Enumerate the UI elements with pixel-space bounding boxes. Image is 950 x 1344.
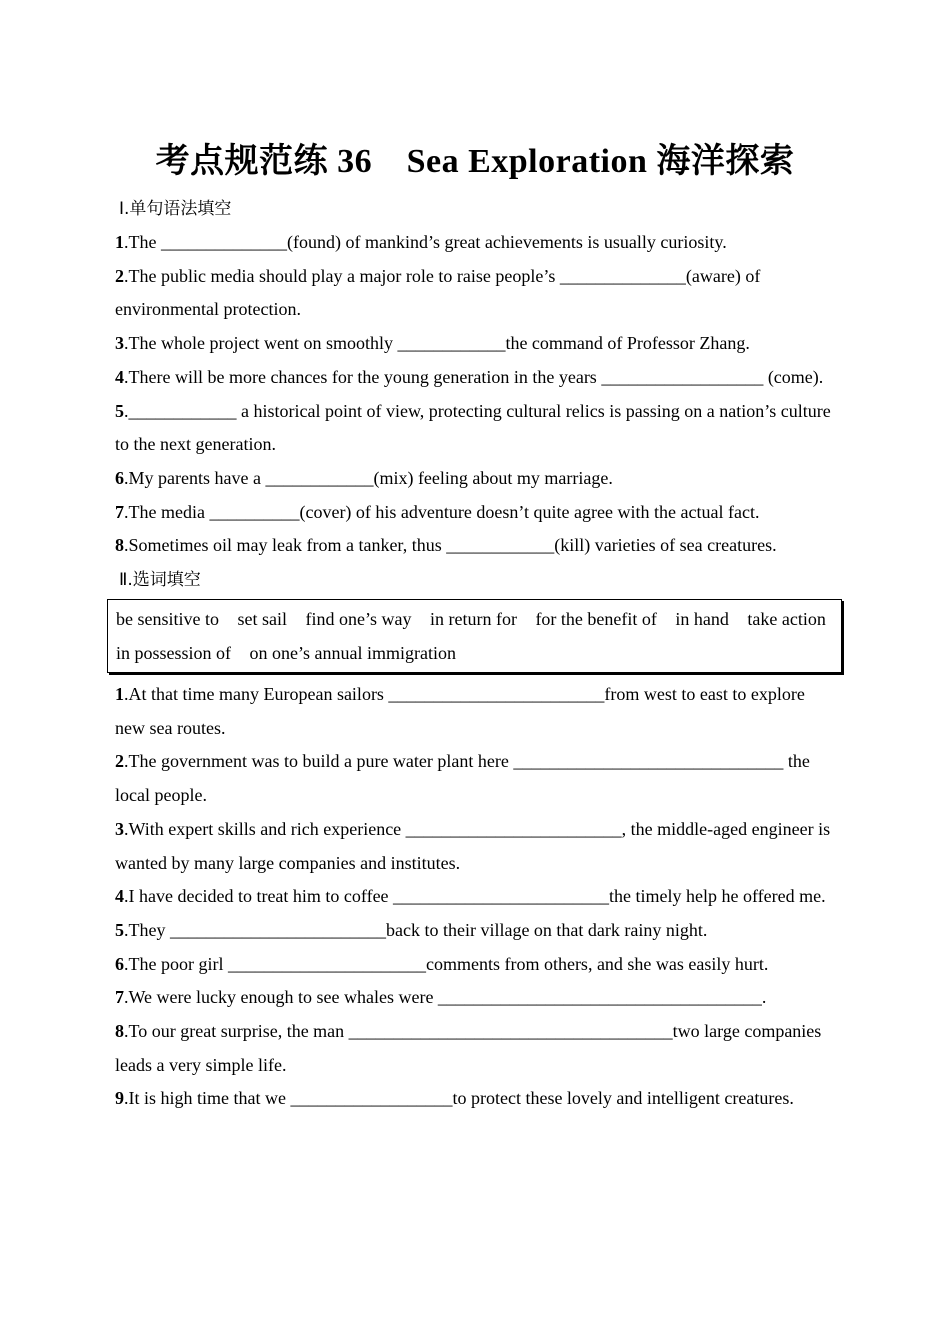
question-item [115, 496, 835, 530]
question-text: .At that time many European sailors ________________________from west to east to explore new sea routes. [115, 684, 805, 738]
word-bank-phrase: in hand [675, 609, 729, 630]
question-number: 3 [115, 333, 124, 354]
question-number: 6 [115, 953, 124, 974]
question-item [115, 914, 835, 948]
question-text: .____________ a historical point of view, protecting cultural relics is passing on a nation’s culture to the next generation. [115, 400, 831, 455]
question-text: .The poor girl ______________________comments from others, and she was easily hurt. [124, 953, 769, 974]
question-text: .We were lucky enough to see whales were ____________________________________. [124, 987, 767, 1008]
question-item [115, 226, 835, 260]
word-bank-phrase: in possession of [116, 643, 232, 664]
question-item [115, 260, 835, 327]
question-number: 4 [115, 366, 124, 387]
word-bank-phrase: be sensitive to [116, 609, 219, 630]
question-item [115, 361, 835, 395]
question-item [115, 678, 835, 745]
word-bank-phrase: for the benefit of [535, 609, 657, 630]
question-text: .They ________________________back to their village on that dark rainy night. [124, 919, 708, 940]
question-item [115, 981, 835, 1015]
question-item [115, 880, 835, 914]
question-item [115, 813, 835, 880]
question-text: .With expert skills and rich experience ________________________, the middle-aged engineer is wanted by many large companies and institutes. [115, 818, 831, 873]
question-text: .The public media should play a major role to raise people’s ______________(aware) of environmental protection. [115, 265, 761, 320]
question-item [115, 529, 835, 563]
word-bank-phrase: set sail [237, 609, 287, 630]
question-text: .My parents have a ____________(mix) feeling about my marriage. [124, 467, 613, 488]
question-number: 1 [115, 232, 124, 252]
question-text: .There will be more chances for the young generation in the years __________________ (come). [124, 366, 824, 387]
question-text: .Sometimes oil may leak from a tanker, thus ____________(kill) varieties of sea creatures. [124, 535, 777, 556]
section-2-questions [115, 678, 835, 1116]
question-number: 6 [115, 467, 124, 488]
question-item [115, 1082, 835, 1116]
question-item [115, 327, 835, 361]
question-number: 9 [115, 1088, 124, 1109]
word-bank-phrase: find one’s way [305, 609, 412, 630]
question-text: .The ______________(found) of mankind’s great achievements is usually curiosity. [124, 232, 727, 252]
question-number: 2 [115, 265, 124, 286]
question-item [115, 462, 835, 496]
question-text: .I have decided to treat him to coffee ________________________the timely help he offered me. [124, 886, 826, 907]
page-title: 考点规范练 36 Sea Exploration 海洋探索 [155, 143, 795, 180]
word-bank-box [107, 599, 842, 673]
question-item [115, 745, 835, 812]
question-number: 7 [115, 501, 124, 522]
question-number: 8 [115, 1021, 124, 1042]
question-number: 2 [115, 751, 124, 772]
question-number: 8 [115, 535, 124, 556]
question-text: .The government was to build a pure water plant here ______________________________ the local people. [115, 751, 810, 806]
question-text: .The whole project went on smoothly ____________the command of Professor Zhang. [124, 333, 750, 354]
question-item [115, 395, 835, 462]
question-number: 7 [115, 987, 124, 1008]
section-1-heading: Ⅰ.单句语法填空 [119, 199, 232, 219]
question-number: 1 [115, 684, 124, 705]
question-number: 5 [115, 919, 124, 940]
word-bank-phrase: in return for [429, 609, 517, 630]
section-2-heading: Ⅱ.选词填空 [119, 570, 201, 591]
question-number: 5 [115, 400, 124, 421]
question-number: 3 [115, 818, 124, 839]
section-1-questions [115, 226, 835, 563]
question-item [115, 948, 835, 982]
question-number: 4 [115, 886, 124, 907]
question-item [115, 1015, 835, 1082]
question-text: .To our great surprise, the man ____________________________________two large companies leads a very simple life. [115, 1021, 822, 1075]
word-bank-phrase: take action [747, 609, 826, 630]
word-bank-phrase: on one’s annual immigration [249, 643, 456, 664]
exercise-content [115, 192, 835, 1116]
question-text: .It is high time that we __________________to protect these lovely and intelligent creatures. [124, 1088, 794, 1109]
question-text: .The media __________(cover) of his adventure doesn’t quite agree with the actual fact. [124, 501, 760, 522]
